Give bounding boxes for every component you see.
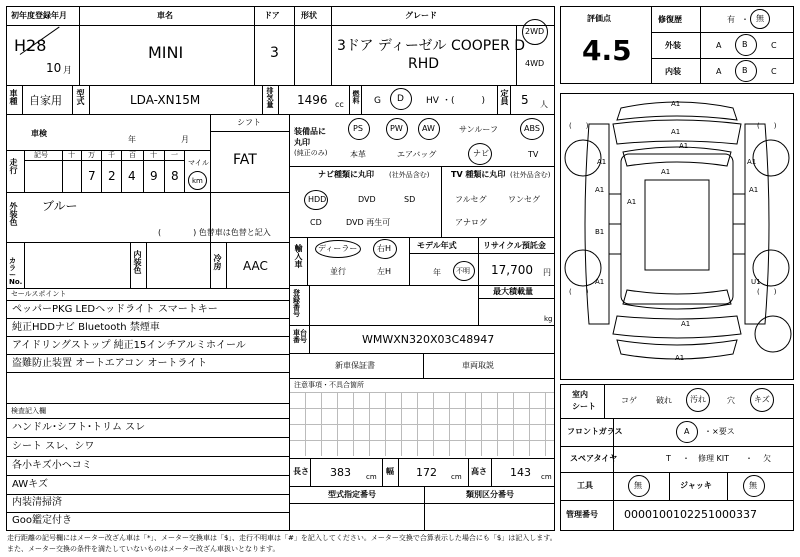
fuel-g: G (374, 96, 381, 106)
dmg-label: A1 (749, 186, 759, 194)
dmg-label: A1 (595, 186, 605, 194)
center-panel (645, 180, 709, 270)
dmg-label: A1 (661, 168, 671, 176)
nav-hdd: HDD (308, 195, 327, 204)
mileage-digit-1: 2 (108, 169, 116, 183)
digit-label-0: 十 (68, 151, 75, 159)
nav-dvd: DVD (358, 195, 376, 204)
sales-points-label: セールスポイント (11, 290, 67, 298)
sales-point-line: ペッパーPKG LEDヘッドライト スマートキー (12, 304, 218, 315)
dmg-label: B1 (595, 228, 605, 236)
grid-line (24, 150, 25, 192)
grid-line (468, 458, 469, 486)
grid-line (6, 418, 289, 419)
grid-line (510, 85, 511, 114)
spare-sep2: ・ (745, 454, 753, 463)
dmg-label: U1 (751, 278, 761, 286)
dmg-label: A1 (679, 142, 689, 150)
grid-line (294, 6, 295, 85)
max-load-label: 最大積載量 (493, 287, 533, 296)
grade-label: グレード (405, 11, 437, 20)
inspection-note-line: Goo鑑定付き (12, 515, 72, 526)
width: 172 (416, 466, 437, 479)
km-label: km (192, 177, 203, 185)
grid-line (727, 472, 728, 500)
windshield-label: フロントガラス (567, 427, 623, 436)
grid-line (6, 25, 555, 26)
equip-nav: ナビ (473, 149, 489, 158)
capacity: 5 (521, 93, 529, 107)
grid-line (6, 300, 289, 301)
grid-line (143, 150, 144, 192)
fuel-other: ・( ) (442, 96, 486, 106)
seat-dirt: 汚れ (690, 395, 706, 404)
body-color: ブルー (42, 199, 78, 213)
tools: 無 (634, 481, 642, 490)
grid-line (101, 150, 102, 192)
dmg-label: A1 (595, 278, 605, 286)
jack: 無 (749, 481, 757, 490)
repair-none: 無 (756, 14, 764, 23)
grid-line (491, 458, 492, 486)
inspection-note-line: 内装清掃済 (12, 497, 62, 508)
dealer: ディーラー (318, 244, 358, 253)
nav-sd: SD (404, 195, 416, 204)
sales-point-line: 盗難防止装置 オートエアコン オートライト (12, 358, 208, 369)
wheel-front-right (753, 140, 789, 176)
length-label: 長さ (293, 467, 309, 476)
digit-label-3: 百 (129, 151, 136, 159)
color-label: 外装色 (9, 202, 18, 226)
grid-line (6, 192, 289, 193)
length-unit: cm (366, 473, 377, 481)
grid-line (6, 456, 289, 457)
grid-line (424, 486, 425, 531)
grid-line (210, 242, 211, 288)
grid-line (24, 160, 184, 161)
tv-sub: (社外品含む) (510, 171, 551, 179)
svg-text:( ): ( ) (757, 122, 777, 130)
left-h: 左H (377, 267, 392, 276)
grid-line (6, 494, 289, 495)
height: 143 (510, 466, 531, 479)
digit-label-5: 一 (171, 151, 178, 159)
spare-kit: 修理 KIT (698, 454, 730, 463)
shaken-month-unit: 月 (181, 135, 189, 144)
seat-label-2: シート (572, 402, 596, 411)
grid-line (121, 150, 122, 192)
equip-abs: ABS (524, 124, 540, 133)
grid-line (560, 418, 794, 419)
dmg-label: A1 (627, 198, 637, 206)
sales-point-line: アイドリングストップ 純正15インチアルミホイール (12, 340, 246, 351)
seat-label: 室内 (572, 390, 588, 399)
spare-sep1: ・ (682, 454, 690, 463)
grid-line (262, 85, 263, 114)
grid-line (423, 353, 424, 378)
inspection-note-line: シート スレ、シワ (12, 441, 95, 452)
grid-line (62, 150, 63, 192)
grid-line (289, 378, 555, 379)
exterior-c: C (771, 41, 777, 50)
displacement: 1496 (297, 93, 328, 107)
exterior-b: B (742, 40, 748, 49)
grid-line (289, 325, 555, 326)
grade-line-2: RHD (408, 56, 440, 72)
grid-line (6, 336, 289, 337)
digit-label-4: 十 (150, 151, 157, 159)
interior-b: B (742, 66, 748, 75)
mileage-mark-label: 記号 (34, 151, 48, 159)
mileage-digit-2: 4 (128, 169, 136, 183)
tv-fullseg: フルセグ (455, 195, 487, 204)
grid-line (6, 354, 289, 355)
grid-line (289, 458, 555, 459)
repair-label: 修復歴 (658, 15, 682, 24)
kg-unit: kg (544, 315, 553, 323)
grid-line (6, 114, 555, 115)
month-unit: 月 (63, 66, 73, 76)
windshield-a: A (684, 427, 690, 436)
grid-line (289, 114, 290, 531)
score: 4.5 (582, 34, 632, 67)
nav-dvd-play: DVD 再生可 (346, 218, 391, 227)
grid-line (6, 403, 289, 404)
width-unit: cm (451, 473, 462, 481)
equip-airbag: エアバッグ (397, 150, 437, 159)
unknown: 不明 (456, 267, 470, 275)
grid-line (700, 6, 701, 84)
yen-unit: 円 (543, 268, 551, 277)
grid-line (72, 85, 73, 114)
inspection-note-line: ハンドル･シフト･トリム スレ (12, 422, 146, 433)
grid-line (24, 242, 25, 288)
seat-tear: 破れ (656, 396, 672, 405)
grid-line (361, 85, 362, 114)
grid-line (89, 85, 90, 114)
height-label: 高さ (471, 467, 487, 476)
interior-c: C (771, 67, 777, 76)
grid-line (146, 242, 147, 288)
chassis-label: 車台番号 (293, 329, 307, 344)
mgmt-label: 管理番号 (566, 510, 598, 519)
score-label: 評価点 (587, 14, 611, 23)
grid-line (210, 114, 211, 242)
grid-line (651, 58, 794, 59)
equip-leather: 本革 (350, 150, 366, 159)
grid-line (289, 285, 555, 286)
grid-line (560, 446, 794, 447)
grid-line (6, 288, 289, 289)
aircon: AAC (243, 259, 268, 273)
fuel-label: 燃料 (352, 90, 360, 104)
car-name: MINI (148, 43, 184, 62)
reg-no-label: 登録番号 (293, 289, 300, 318)
interior-a: A (716, 67, 722, 76)
door-label: ドア (264, 11, 280, 20)
inspection-note-line: AWキズ (12, 479, 48, 490)
fuel-hv: HV (426, 96, 439, 106)
mgmt-number: 0000100102251000337 (624, 508, 757, 521)
digit-label-2: 千 (108, 151, 115, 159)
equipment-label-2: 丸印 (294, 138, 310, 147)
grid-line (307, 237, 308, 285)
grid-line (560, 472, 794, 473)
capacity-label: 定員 (500, 89, 509, 105)
shaken-year-unit: 年 (128, 135, 136, 144)
grid-line (409, 253, 555, 254)
grid-line (226, 242, 227, 288)
tv-analog: アナログ (455, 218, 487, 227)
equip-sunroof: サンルーフ (459, 125, 498, 134)
era-year: H28 (14, 36, 47, 55)
digit-label-1: 万 (88, 151, 95, 159)
grid-line (6, 475, 289, 476)
grid-line (669, 472, 670, 500)
aircon-label: 冷房 (213, 254, 222, 270)
equip-pw: PW (390, 124, 403, 133)
category-label: 車種 (9, 89, 18, 105)
dmg-label: A1 (597, 158, 607, 166)
windshield-rest: ・×要ス (704, 427, 735, 436)
tools-label: 工具 (577, 481, 593, 490)
grid-line (278, 85, 279, 114)
grid-line (349, 85, 350, 114)
inspection-note-line: 各小キズ小ヘコミ (12, 460, 92, 471)
grid-line (289, 503, 555, 504)
notes-label: 注意事項・不具合箇所 (294, 381, 364, 389)
tv-title: TV 種類に丸印 (451, 170, 506, 179)
car-damage-diagram (561, 94, 793, 379)
grid-line (651, 32, 794, 33)
drive-4wd: 4WD (525, 59, 545, 68)
spare-t: T (666, 454, 671, 463)
new-warranty: 新車保証書 (335, 361, 375, 370)
nav-title: ナビ種類に丸印 (318, 170, 374, 179)
manual: 車両取説 (462, 361, 494, 370)
dmg-label: A1 (675, 354, 685, 362)
model-code: LDA-XN15M (130, 93, 201, 107)
footer-note-1: 走行距離の記号欄にはメーター改ざん車は「*」、メーター交換車は「$」、走行不明車は「#」を記入してください。メーター交換で合算表示した場合にも「$」は記入します。 (7, 534, 557, 542)
grid-line (560, 500, 794, 501)
shape-label: 形状 (301, 11, 317, 20)
grid-line (254, 6, 255, 85)
mileage-digit-0: 7 (88, 169, 96, 183)
grid-line (6, 318, 289, 319)
grid-line (6, 512, 289, 513)
interior-color-label: 内装色 (133, 250, 142, 274)
recycle-label: リサイクル預託金 (483, 241, 546, 250)
right-h: 右H (377, 244, 392, 253)
exterior-label: 外装 (665, 41, 681, 50)
windshield-outline (623, 147, 731, 166)
grid-line (309, 325, 310, 353)
grid-line (6, 372, 289, 373)
grid-line (497, 85, 498, 114)
spare-wheel (755, 316, 791, 352)
trunk-outline (613, 316, 741, 338)
rear-window-outline (623, 290, 731, 309)
model-label: 型式 (76, 89, 85, 105)
grid-line (478, 298, 555, 299)
color-note: ( ) 色替車は色替と記入 (158, 228, 271, 237)
grid-line (289, 486, 555, 487)
shift-label: シフト (237, 118, 261, 127)
car-name-label: 車名 (157, 11, 173, 20)
grid-line (309, 285, 310, 325)
door-count: 3 (270, 45, 279, 61)
tv-oneseg: ワンセグ (508, 195, 540, 204)
grid-line (331, 6, 332, 85)
class-label: 類別区分番号 (466, 490, 514, 499)
grid-line (398, 458, 399, 486)
interior-label: 内装 (665, 67, 681, 76)
reg-month: 10 (46, 61, 62, 75)
grid-line (604, 384, 605, 418)
grid-line (478, 237, 479, 325)
grid-line (6, 242, 289, 243)
shaken-label: 車検 (31, 129, 47, 138)
drive-2wd: 2WD (525, 27, 545, 36)
equipment-label: 装備品に (294, 127, 326, 136)
exterior-a: A (716, 41, 722, 50)
displacement-label: 排気量 (266, 87, 274, 108)
width-label: 幅 (386, 467, 394, 476)
type-cert-label: 型式指定番号 (328, 490, 376, 499)
mile-label: マイル (188, 159, 209, 167)
svg-text:( ): ( ) (569, 288, 589, 296)
length: 383 (330, 466, 351, 479)
grid-line (164, 150, 165, 192)
footer-note-2: また、メーター交換の条件を満たしていないものはメーター改ざん車扱いとなります。 (7, 545, 280, 553)
parallel: 並行 (330, 267, 346, 276)
seat-scratch: キズ (754, 395, 770, 404)
equip-tv: TV (528, 150, 539, 159)
recycle-amount: 17,700 (491, 263, 533, 277)
grid-line (409, 237, 410, 285)
model-year-unit: 年 (433, 268, 441, 277)
grid-line (441, 166, 442, 237)
shift: FAT (233, 152, 257, 168)
grid-line (184, 150, 185, 192)
dmg-label: A1 (681, 320, 691, 328)
dmg-label: A1 (671, 100, 681, 108)
grid-line (289, 166, 555, 167)
grade-line-1: 3ドア ディーゼル COOPER D (337, 38, 526, 54)
grid-line (651, 6, 652, 84)
fuel-d: D (397, 94, 404, 104)
nav-cd: CD (310, 218, 322, 227)
roof-outline (621, 154, 733, 304)
svg-text:( ): ( ) (569, 122, 589, 130)
height-unit: cm (541, 473, 552, 481)
model-year-label: モデル年式 (417, 241, 457, 250)
mileage-digit-4: 8 (171, 169, 179, 183)
spare-label: スペアタイヤ (570, 454, 618, 463)
wheel-front-left (565, 140, 601, 176)
chassis-number: WMWXN320X03C48947 (362, 333, 495, 346)
equipment-label-3: (純正のみ) (294, 149, 328, 157)
equip-aw: AW (422, 124, 435, 133)
category: 自家用 (29, 94, 62, 107)
left-side-outline (585, 124, 609, 324)
grid-line (516, 25, 517, 85)
repair-sep: ・ (741, 15, 749, 24)
grid-line (81, 150, 82, 192)
mileage-label: 走行 (9, 158, 18, 174)
grid-line (210, 131, 289, 132)
dmg-label: A1 (747, 158, 757, 166)
grid-line (310, 458, 311, 486)
dmg-label: A1 (671, 128, 681, 136)
grid-line (130, 242, 131, 288)
seat-hole: 穴 (727, 396, 735, 405)
displacement-unit: cc (335, 100, 344, 109)
import-label: 輸入車 (294, 244, 303, 268)
capacity-unit: 人 (540, 100, 548, 109)
seat-burn: コゲ (621, 396, 637, 405)
sales-point-line: 純正HDDナビ Bluetooth 禁煙車 (12, 322, 160, 333)
color-no-label: カラーNo. (9, 257, 23, 286)
inspection-notes-label: 検査記入欄 (11, 407, 46, 415)
notes-grid (290, 392, 554, 456)
grid-line (6, 437, 289, 438)
grid-line (79, 6, 80, 85)
jack-label: ジャッキ (680, 481, 712, 490)
repair-yes: 有 (727, 15, 735, 24)
svg-text:( ): ( ) (757, 288, 777, 296)
grid-line (289, 353, 555, 354)
nav-sub: (社外品含む) (389, 171, 430, 179)
spare-missing: 欠 (763, 454, 771, 463)
grid-line (22, 85, 23, 114)
first-reg-label: 初年度登録年月 (11, 11, 67, 20)
equip-ps: PS (353, 124, 363, 133)
mileage-digit-3: 9 (150, 169, 158, 183)
grid-line (382, 458, 383, 486)
grid-line (289, 237, 555, 238)
